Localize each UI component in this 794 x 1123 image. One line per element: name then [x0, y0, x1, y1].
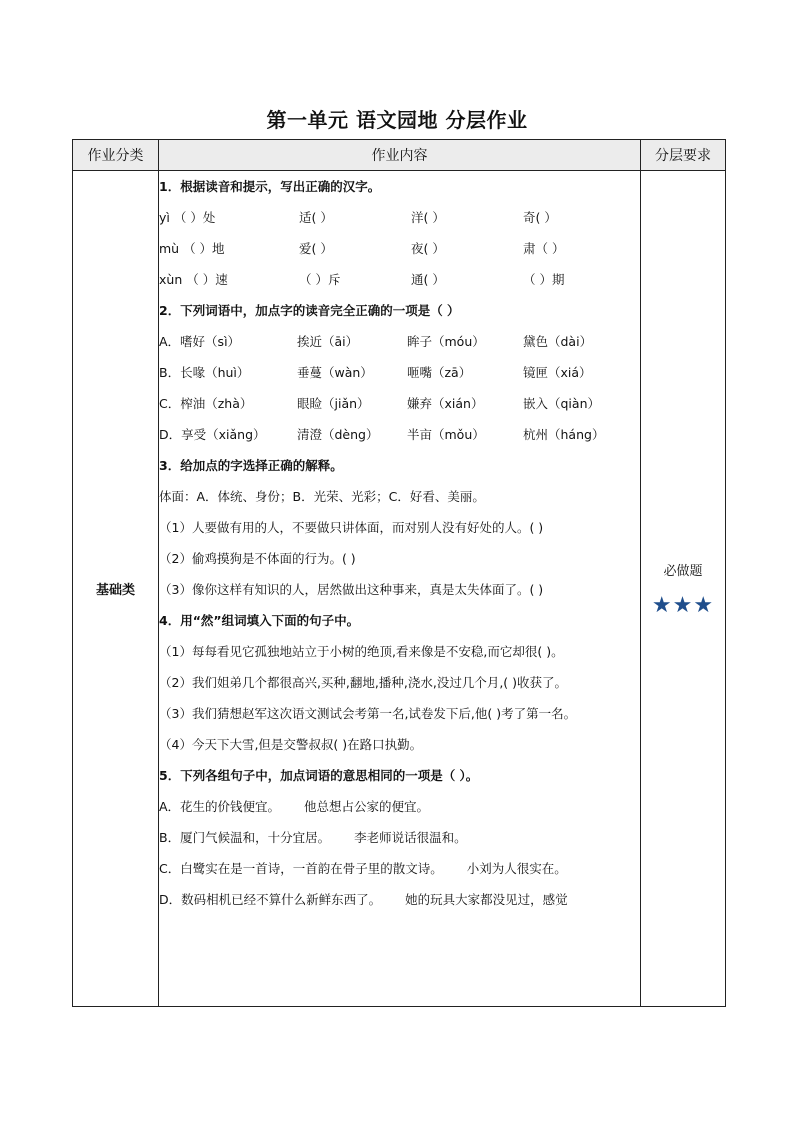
q1-item: mù （ ）地: [159, 241, 225, 256]
page-title: 第一单元 语文园地 分层作业: [266, 108, 528, 132]
q5-sentence-b: 小刘为人很实在。: [466, 861, 567, 876]
q1-item: （ ）期: [523, 272, 565, 287]
q1-row: [159, 264, 640, 295]
q2-word: 黛色（dài）: [523, 334, 593, 349]
question-5-title: 5．下列各组句子中，加点词语的意思相同的一项是（ ）。: [159, 768, 479, 783]
q3-item: （3）像你这样有知识的人，居然做出这种事来，真是太失体面了。( ): [159, 582, 544, 597]
q2-option-row: [159, 326, 640, 357]
q2-word: A．嗜好（sì）: [159, 334, 241, 349]
q5-sentence-b: 她的玩具大家都没见过，感觉: [405, 892, 568, 907]
q5-option: [159, 853, 640, 884]
q1-item: 适( ）: [299, 210, 333, 225]
q5-option: [159, 822, 640, 853]
q3-intro: 体面：A．体统、身份；B．光荣、光彩；C．好看、美丽。: [159, 489, 485, 504]
q1-item: 爱( ）: [299, 241, 333, 256]
q2-word: D．享受（xiǎng）: [159, 427, 266, 442]
q2-word: 咂嘴（zā）: [407, 365, 472, 380]
q5-sentence-b: 他总想占公家的便宜。: [304, 799, 430, 814]
q2-word: 垂蔓（wàn）: [297, 365, 373, 380]
requirement-cell: [641, 171, 726, 1007]
q1-item: xùn （ ）速: [159, 272, 228, 287]
header-row: [73, 140, 726, 171]
q1-row: [159, 202, 640, 233]
q1-item: 肃（ ）: [523, 241, 565, 256]
q2-word: C．榨油（zhà）: [159, 396, 253, 411]
q1-item: 夜( ）: [411, 241, 445, 256]
q5-option: [159, 884, 640, 915]
homework-table: [72, 139, 726, 1007]
q2-option-row: [159, 357, 640, 388]
q2-word: 眼睑（jiǎn）: [297, 396, 370, 411]
q2-word: 眸子（móu）: [407, 334, 485, 349]
question-3-title: 3．给加点的字选择正确的解释。: [159, 458, 343, 473]
q2-word: 杭州（háng）: [523, 427, 605, 442]
q1-item: 奇( ）: [523, 210, 557, 225]
requirement-label: 必做题: [663, 563, 703, 579]
question-1-title: 1．根据读音和提示，写出正确的汉字。: [159, 179, 381, 194]
q1-item: 通( ）: [411, 272, 445, 287]
q2-word: 嫌弃（xián）: [407, 396, 484, 411]
q3-item: （1）人要做有用的人，不要做只讲体面，而对别人没有好处的人。( ): [159, 520, 544, 535]
q2-word: 镜匣（xiá）: [523, 365, 592, 380]
q4-item: （4）今天下大雪,但是交警叔叔( )在路口执勤。: [159, 737, 423, 752]
header-content: 作业内容: [159, 140, 641, 171]
q3-item: （2）偷鸡摸狗是不体面的行为。( ): [159, 551, 356, 566]
q1-item: 洋( ）: [411, 210, 445, 225]
q2-word: 清澄（dèng）: [297, 427, 379, 442]
q4-item: （3）我们猜想赵军这次语文测试会考第一名,试卷发下后,他( )考了第一名。: [159, 706, 577, 721]
q5-sentence-a: C．白鹭实在是一首诗，一首韵在骨子里的散文诗。: [159, 861, 443, 876]
q5-sentence-a: A．花生的价钱便宜。: [159, 799, 281, 814]
header-requirement: 分层要求: [641, 140, 726, 171]
q2-word: B．长喙（huì）: [159, 365, 250, 380]
category-cell: 基础类: [73, 171, 159, 1007]
q2-option-row: [159, 388, 640, 419]
star-rating: ★★★: [651, 592, 715, 618]
content-row: [73, 171, 726, 1007]
q5-sentence-a: D．数码相机已经不算什么新鲜东西了。: [159, 892, 382, 907]
header-category: 作业分类: [73, 140, 159, 171]
q2-option-row: [159, 419, 640, 450]
question-2-title: 2．下列词语中，加点字的读音完全正确的一项是（ ）: [159, 303, 460, 318]
q2-word: 嵌入（qiàn）: [523, 396, 600, 411]
q5-sentence-a: B．厦门气候温和，十分宜居。: [159, 830, 331, 845]
question-4-title: 4．用“然”组词填入下面的句子中。: [159, 613, 360, 628]
q1-item: yì （ ）处: [159, 210, 216, 225]
q5-sentence-b: 李老师说话很温和。: [354, 830, 467, 845]
q1-item: （ ）斥: [299, 272, 341, 287]
q4-item: （2）我们姐弟几个都很高兴,买种,翻地,播种,浇水,没过几个月,( )收获了。: [159, 675, 568, 690]
q5-option: [159, 791, 640, 822]
q2-word: 半亩（mǒu）: [407, 427, 485, 442]
q1-row: [159, 233, 640, 264]
q4-item: （1）每每看见它孤独地站立于小树的绝顶,看来像是不安稳,而它却很( )。: [159, 644, 564, 659]
q2-word: 挨近（āi）: [297, 334, 359, 349]
content-cell: [159, 171, 641, 1007]
